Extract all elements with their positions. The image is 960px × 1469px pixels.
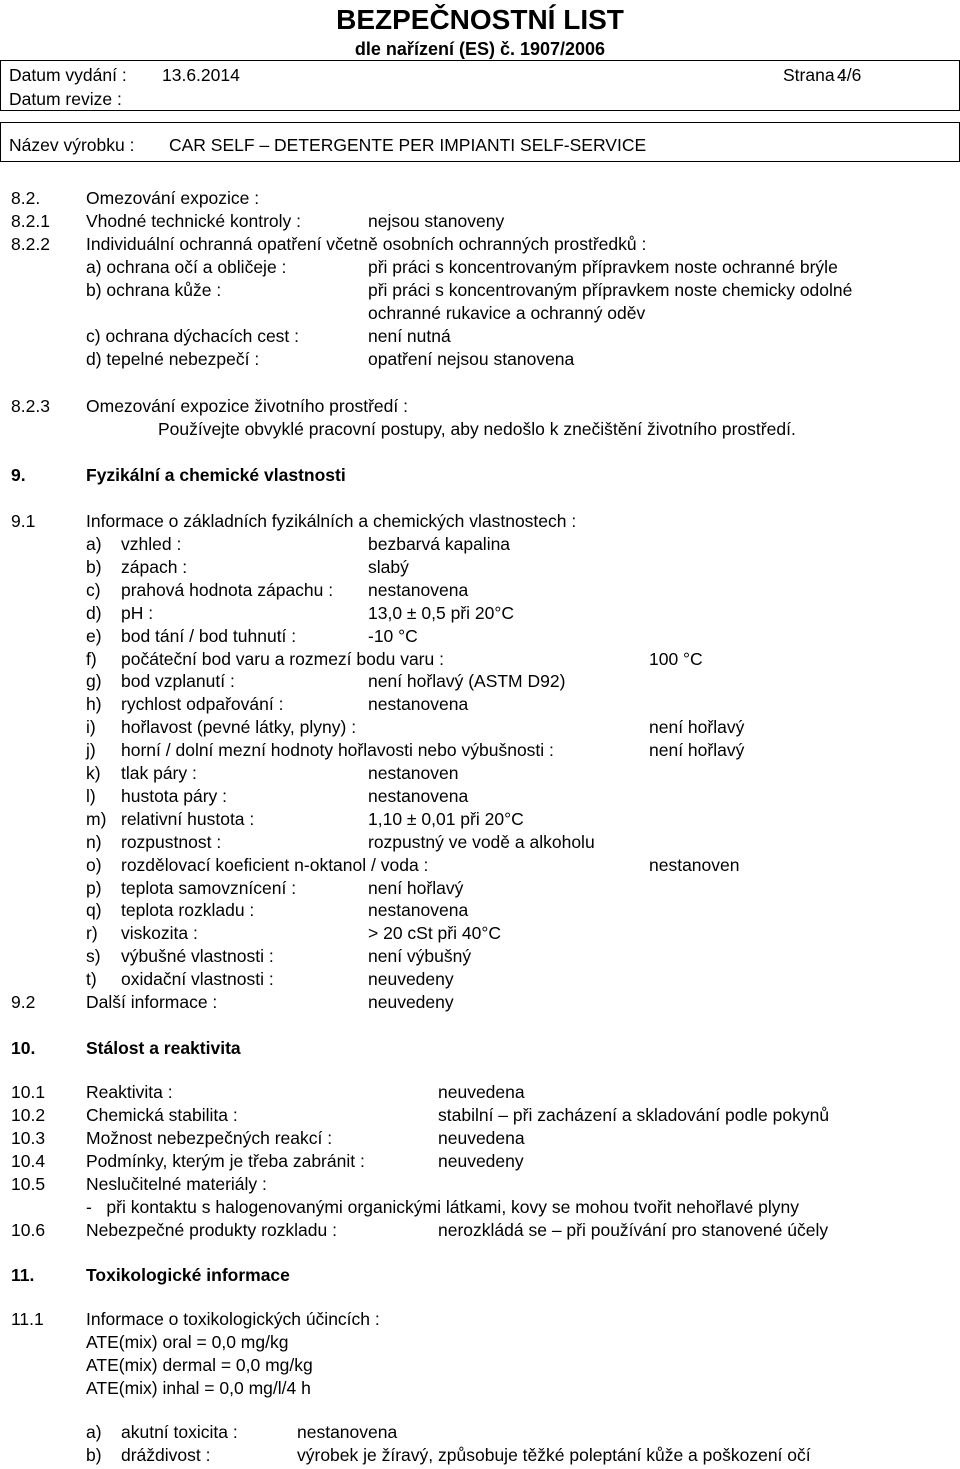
item-letter: e) (86, 625, 102, 646)
product-name: CAR SELF – DETERGENTE PER IMPIANTI SELF-SERVICE (169, 135, 647, 155)
field-label: viskozita : (121, 923, 198, 944)
field-value: nejsou stanoveny (368, 211, 505, 231)
field-value: není nutná (368, 326, 451, 346)
issue-date-label: Datum vydání : (9, 65, 127, 85)
field-label: b) ochrana kůže : (86, 280, 222, 300)
field-label: horní / dolní mezní hodnoty hořlavosti nebo výbušnosti : (121, 740, 554, 761)
section-number: 10.4 (11, 1151, 46, 1171)
field-label: Informace o toxikologických účincích : (86, 1309, 380, 1329)
field-label: rozdělovací koeficient n-oktanol / voda : (121, 854, 429, 875)
section-heading: Stálost a reaktivita (86, 1038, 241, 1058)
field-value: nestanovena (368, 579, 469, 600)
item-letter: a) (86, 534, 102, 554)
section-number: 8.2.2 (11, 234, 50, 254)
item-letter: p) (86, 877, 102, 898)
page-number: 4/6 (837, 65, 862, 85)
item-letter: r) (86, 923, 98, 944)
field-label: a) ochrana očí a obličeje : (86, 257, 287, 277)
section-number: 10.3 (11, 1128, 46, 1148)
section-number: 9.2 (11, 992, 36, 1012)
field-value: ochranné rukavice a ochranný oděv (368, 303, 646, 323)
field-value: při práci s koncentrovaným přípravkem noste ochranné brýle (368, 257, 838, 277)
field-label: bod vzplanutí : (121, 671, 235, 692)
field-label: rozpustnost : (121, 831, 222, 852)
field-value: neuvedeny (438, 1151, 524, 1171)
ate-value: ATE(mix) oral = 0,0 mg/kg (86, 1332, 289, 1352)
field-value: není hořlavý (368, 877, 464, 898)
field-label: pH : (121, 602, 154, 623)
field-value: neuvedeny (368, 969, 454, 990)
field-label: relativní hustota : (121, 808, 255, 829)
section-number: 11.1 (11, 1309, 44, 1329)
field-label: Reaktivita : (86, 1082, 173, 1102)
item-letter: o) (86, 854, 102, 875)
item-letter: c) (86, 579, 101, 600)
item-letter: t) (86, 969, 97, 990)
field-label: Informace o základních fyzikálních a chemických vlastnostech : (86, 511, 577, 531)
field-value: nestanoven (649, 854, 740, 875)
section-number: 10.2 (11, 1105, 46, 1125)
field-value: není hořlavý (649, 740, 745, 761)
field-label: c) ochrana dýchacích cest : (86, 326, 300, 346)
field-value: neuvedena (438, 1128, 525, 1148)
item-letter: g) (86, 671, 102, 692)
field-label: hořlavost (pevné látky, plyny) : (121, 717, 357, 738)
field-label: počáteční bod varu a rozmezí bodu varu : (121, 648, 444, 669)
field-value: nestanovena (368, 694, 469, 715)
item-letter: i) (86, 717, 96, 738)
field-label: akutní toxicita : (121, 1422, 238, 1442)
field-value: není výbušný (368, 946, 472, 967)
section-number: 10.6 (11, 1220, 46, 1240)
item-letter: b) (86, 1445, 102, 1465)
field-value: -10 °C (368, 625, 418, 646)
field-label: zápach : (121, 556, 188, 577)
field-value: při práci s koncentrovaným přípravkem noste chemicky odolné (368, 280, 853, 300)
field-value: nestanoven (368, 763, 459, 783)
section-heading: Toxikologické informace (86, 1265, 290, 1285)
field-label: prahová hodnota zápachu : (121, 579, 334, 600)
field-value: nerozkládá se – při používání pro stanovené účely (438, 1220, 829, 1240)
item-letter: d) (86, 602, 102, 623)
field-label: tlak páry : (121, 763, 197, 783)
item-letter: n) (86, 831, 102, 852)
section-heading: Fyzikální a chemické vlastnosti (86, 465, 346, 485)
section-number: 9. (11, 465, 26, 485)
section-title: Omezování expozice : (86, 188, 260, 208)
document-subtitle: dle nařízení (ES) č. 1907/2006 (354, 39, 606, 59)
field-value: stabilní – při zacházení a skladování podle pokynů (438, 1105, 830, 1125)
item-letter: b) (86, 556, 102, 577)
document-title: BEZPEČNOSTNÍ LIST (336, 4, 624, 35)
field-label: Neslučitelné materiály : (86, 1174, 267, 1194)
field-value: 13,0 ± 0,5 při 20°C (368, 602, 514, 623)
section-number: 8.2. (11, 188, 41, 208)
ate-value: ATE(mix) dermal = 0,0 mg/kg (86, 1355, 313, 1375)
field-value: > 20 cSt při 40°C (368, 923, 501, 944)
field-value: opatření nejsou stanovena (368, 349, 575, 369)
field-value: výrobek je žíravý, způsobuje těžké poleptání kůže a poškození očí (297, 1445, 811, 1465)
field-label: teplota samovznícení : (121, 877, 297, 898)
item-letter: f) (86, 648, 97, 669)
product-label: Název výrobku : (9, 135, 135, 155)
item-letter: s) (86, 946, 101, 967)
section-number: 11. (11, 1265, 35, 1285)
section-number: 8.2.1 (11, 211, 50, 231)
field-value: bezbarvá kapalina (368, 534, 511, 554)
field-value: Používejte obvyklé pracovní postupy, aby nedošlo k znečištění životního prostředí. (158, 419, 796, 439)
field-label: Podmínky, kterým je třeba zabránit : (86, 1151, 365, 1171)
section-number: 10.5 (11, 1174, 46, 1194)
ate-value: ATE(mix) inhal = 0,0 mg/l/4 h (86, 1378, 311, 1398)
field-value: 1,10 ± 0,01 při 20°C (368, 808, 524, 829)
field-label: dráždivost : (121, 1445, 211, 1465)
item-letter: k) (86, 763, 101, 783)
section-number: 10. (11, 1038, 36, 1058)
field-label: Omezování expozice životního prostředí : (86, 396, 408, 416)
section-number: 8.2.3 (11, 396, 50, 416)
field-label: rychlost odpařování : (121, 694, 284, 715)
field-value: není hořlavý (649, 717, 745, 738)
field-label: výbušné vlastnosti : (121, 946, 274, 967)
item-letter: q) (86, 900, 102, 921)
field-value: rozpustný ve vodě a alkoholu (368, 831, 595, 852)
field-label: oxidační vlastnosti : (121, 969, 274, 990)
field-label: Nebezpečné produkty rozkladu : (86, 1220, 337, 1240)
field-value: není hořlavý (ASTM D92) (368, 671, 566, 692)
revision-date-label: Datum revize : (9, 89, 122, 109)
field-label: Možnost nebezpečných reakcí : (86, 1128, 333, 1148)
item-letter: j) (86, 740, 96, 761)
field-value: neuvedeny (368, 992, 454, 1012)
field-label: Vhodné technické kontroly : (86, 211, 301, 231)
item-letter: m) (86, 808, 107, 829)
field-value: 100 °C (649, 648, 703, 669)
page-label: Strana : (783, 65, 845, 85)
field-label: vzhled : (121, 534, 182, 554)
section-number: 10.1 (11, 1082, 46, 1102)
field-value: neuvedena (438, 1082, 525, 1102)
field-label: teplota rozkladu : (121, 900, 255, 921)
item-letter: h) (86, 694, 102, 715)
item-letter: a) (86, 1422, 102, 1442)
issue-date: 13.6.2014 (162, 65, 240, 85)
field-label: Chemická stabilita : (86, 1105, 238, 1125)
field-value: - při kontaktu s halogenovanými organickými látkami, kovy se mohou tvořit nehořlavé plyny (86, 1197, 799, 1217)
field-value: nestanovena (297, 1422, 398, 1442)
field-label: Individuální ochranná opatření včetně osobních ochranných prostředků : (86, 234, 647, 254)
section-number: 9.1 (11, 511, 36, 531)
item-letter: l) (86, 785, 96, 806)
field-label: Další informace : (86, 992, 218, 1012)
field-value: slabý (368, 556, 409, 577)
field-label: hustota páry : (121, 785, 228, 806)
field-label: d) tepelné nebezpečí : (86, 349, 260, 369)
field-value: nestanovena (368, 785, 469, 806)
field-label: bod tání / bod tuhnutí : (121, 625, 297, 646)
field-value: nestanovena (368, 900, 469, 921)
